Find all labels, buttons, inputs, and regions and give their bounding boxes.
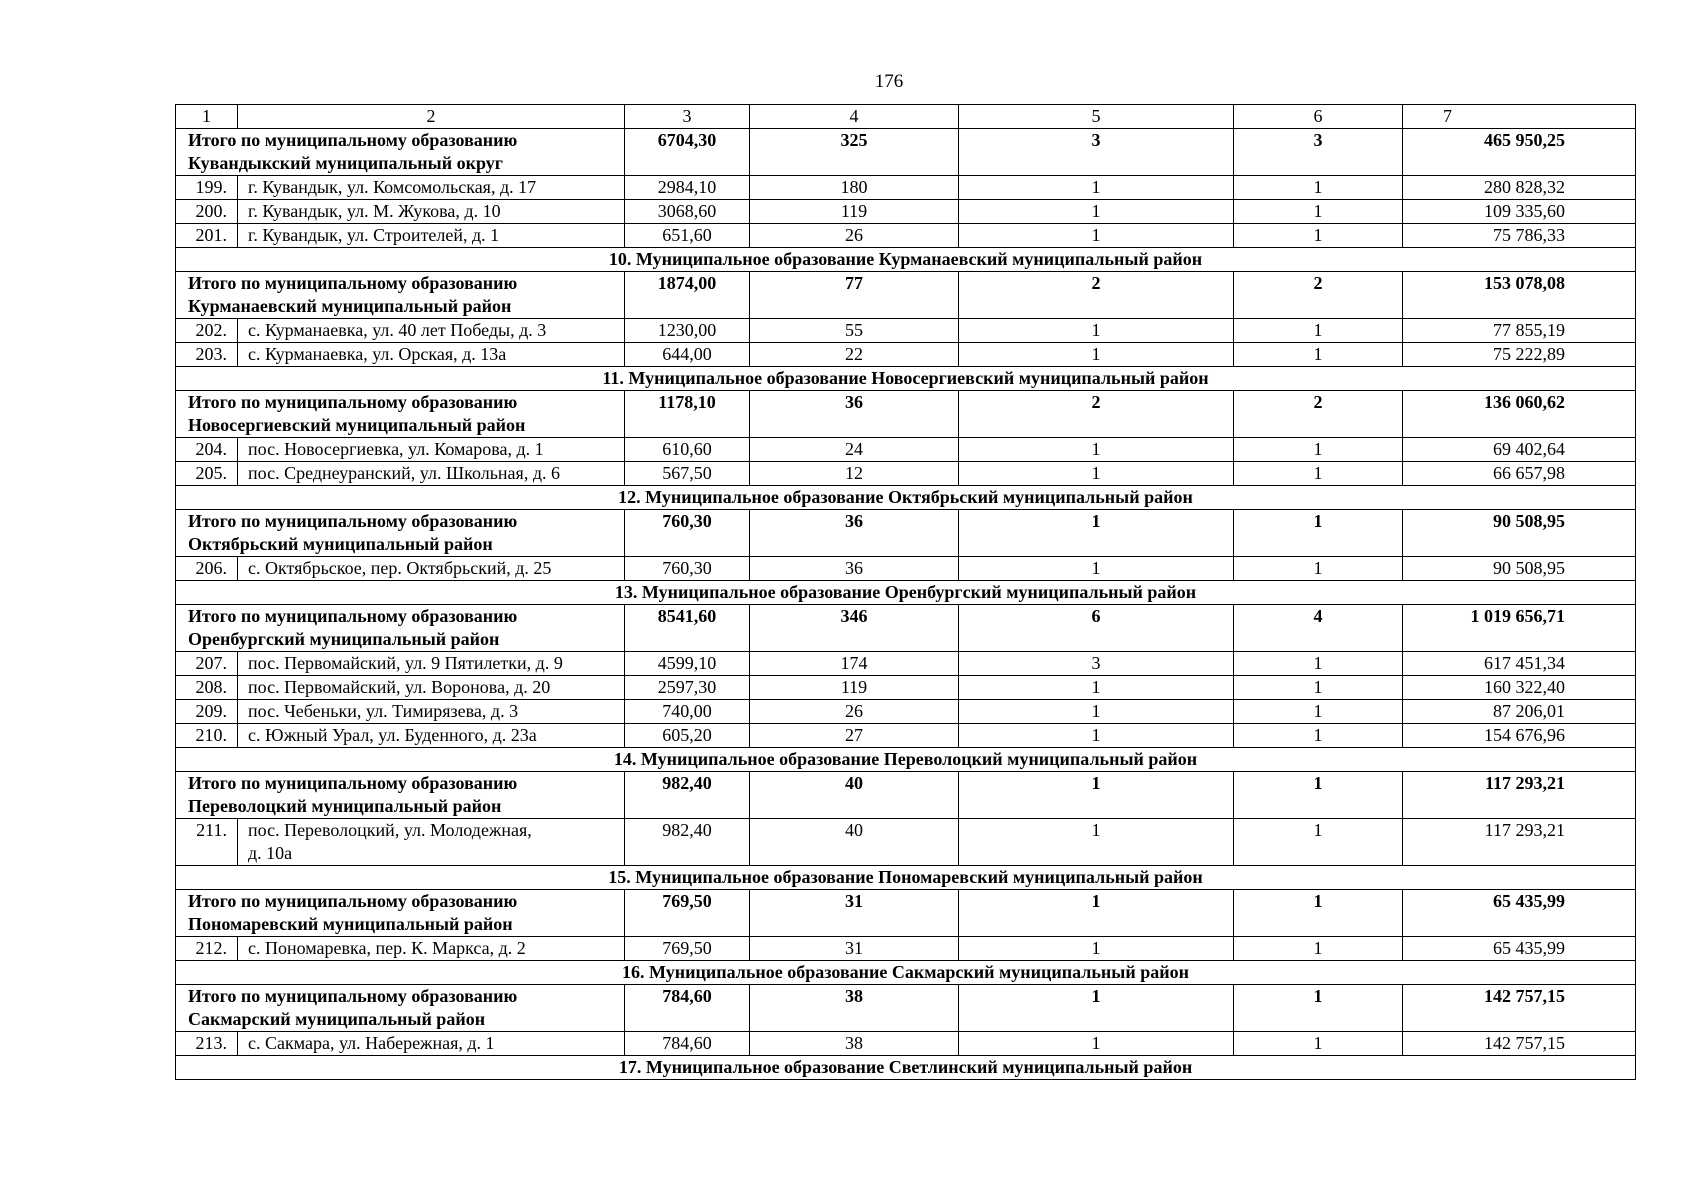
total-amount: 136 060,62 — [1403, 391, 1636, 438]
total-label-line1: Итого по муниципальному образованию — [188, 273, 518, 293]
total-label — [176, 510, 625, 557]
row-address: с. Курманаевка, ул. Орская, д. 13а — [238, 343, 625, 367]
row-c5: 1 — [959, 557, 1234, 581]
row-count: 12 — [750, 462, 959, 486]
total-label-line1: Итого по муниципальному образованию — [188, 773, 518, 793]
total-c6: 1 — [1234, 890, 1403, 937]
row-amount: 77 855,19 — [1403, 319, 1636, 343]
row-c5: 1 — [959, 438, 1234, 462]
row-area: 644,00 — [625, 343, 750, 367]
row-c5: 1 — [959, 176, 1234, 200]
total-area: 760,30 — [625, 510, 750, 557]
row-number: 202. — [176, 319, 238, 343]
header-cell: 5 — [959, 105, 1234, 129]
page-number: 176 — [874, 71, 904, 92]
total-c5: 1 — [959, 510, 1234, 557]
section-title: 16. Муниципальное образование Сакмарский муниципальный район — [176, 961, 1636, 985]
total-amount: 90 508,95 — [1403, 510, 1636, 557]
row-address: с. Курманаевка, ул. 40 лет Победы, д. 3 — [238, 319, 625, 343]
table-row — [176, 462, 1636, 486]
row-number: 205. — [176, 462, 238, 486]
section-row — [176, 581, 1636, 605]
row-c5: 1 — [959, 200, 1234, 224]
header-cell: 7 — [1403, 105, 1636, 129]
row-address: пос. Чебеньки, ул. Тимирязева, д. 3 — [238, 700, 625, 724]
table-row — [176, 343, 1636, 367]
data-table — [175, 104, 1636, 1080]
total-amount: 1 019 656,71 — [1403, 605, 1636, 652]
row-address: пос. Среднеуранский, ул. Школьная, д. 6 — [238, 462, 625, 486]
total-row — [176, 985, 1636, 1032]
total-row — [176, 772, 1636, 819]
total-label — [176, 605, 625, 652]
row-amount: 154 676,96 — [1403, 724, 1636, 748]
section-row — [176, 486, 1636, 510]
row-c6: 1 — [1234, 700, 1403, 724]
row-area: 784,60 — [625, 1032, 750, 1056]
row-number: 206. — [176, 557, 238, 581]
total-row — [176, 391, 1636, 438]
row-count: 26 — [750, 700, 959, 724]
row-count: 27 — [750, 724, 959, 748]
section-title: 13. Муниципальное образование Оренбургский муниципальный район — [176, 581, 1636, 605]
total-label-line1: Итого по муниципальному образованию — [188, 606, 518, 626]
row-address: пос. Первомайский, ул. Воронова, д. 20 — [238, 676, 625, 700]
row-count: 40 — [750, 819, 959, 866]
row-count: 55 — [750, 319, 959, 343]
table-row — [176, 700, 1636, 724]
row-address: г. Кувандык, ул. М. Жукова, д. 10 — [238, 200, 625, 224]
total-count: 77 — [750, 272, 959, 319]
row-address — [238, 819, 625, 866]
row-c6: 1 — [1234, 224, 1403, 248]
total-label — [176, 391, 625, 438]
total-c6: 3 — [1234, 129, 1403, 176]
header-cell: 6 — [1234, 105, 1403, 129]
row-c5: 1 — [959, 224, 1234, 248]
table-row — [176, 438, 1636, 462]
row-amount: 280 828,32 — [1403, 176, 1636, 200]
total-c5: 1 — [959, 985, 1234, 1032]
table-row — [176, 937, 1636, 961]
total-area: 769,50 — [625, 890, 750, 937]
row-area: 760,30 — [625, 557, 750, 581]
row-amount: 87 206,01 — [1403, 700, 1636, 724]
section-row — [176, 748, 1636, 772]
row-number: 201. — [176, 224, 238, 248]
row-c6: 1 — [1234, 319, 1403, 343]
row-address: пос. Новосергиевка, ул. Комарова, д. 1 — [238, 438, 625, 462]
row-c5: 3 — [959, 652, 1234, 676]
row-count: 180 — [750, 176, 959, 200]
row-amount: 75 786,33 — [1403, 224, 1636, 248]
section-title: 15. Муниципальное образование Пономаревский муниципальный район — [176, 866, 1636, 890]
table-row — [176, 652, 1636, 676]
row-amount: 117 293,21 — [1403, 819, 1636, 866]
row-address: г. Кувандык, ул. Строителей, д. 1 — [238, 224, 625, 248]
total-amount: 65 435,99 — [1403, 890, 1636, 937]
total-row — [176, 272, 1636, 319]
row-count: 174 — [750, 652, 959, 676]
row-count: 31 — [750, 937, 959, 961]
total-label-line2: Пономаревский муниципальный район — [188, 914, 513, 934]
row-count: 22 — [750, 343, 959, 367]
total-c6: 4 — [1234, 605, 1403, 652]
total-amount: 465 950,25 — [1403, 129, 1636, 176]
total-count: 36 — [750, 391, 959, 438]
table-row — [176, 319, 1636, 343]
row-c6: 1 — [1234, 676, 1403, 700]
total-amount: 142 757,15 — [1403, 985, 1636, 1032]
total-row — [176, 129, 1636, 176]
row-c6: 1 — [1234, 652, 1403, 676]
row-area: 2984,10 — [625, 176, 750, 200]
row-number: 210. — [176, 724, 238, 748]
total-c6: 2 — [1234, 391, 1403, 438]
table-row — [176, 200, 1636, 224]
total-label-line1: Итого по муниципальному образованию — [188, 130, 518, 150]
total-label-line2: Октябрьский муниципальный район — [188, 534, 493, 554]
total-count: 325 — [750, 129, 959, 176]
total-c5: 2 — [959, 272, 1234, 319]
row-amount: 75 222,89 — [1403, 343, 1636, 367]
row-c6: 1 — [1234, 343, 1403, 367]
total-count: 36 — [750, 510, 959, 557]
total-label-line1: Итого по муниципальному образованию — [188, 392, 518, 412]
row-area: 2597,30 — [625, 676, 750, 700]
row-count: 36 — [750, 557, 959, 581]
row-area: 982,40 — [625, 819, 750, 866]
total-row — [176, 510, 1636, 557]
row-number: 200. — [176, 200, 238, 224]
row-number: 203. — [176, 343, 238, 367]
total-label-line2: Курманаевский муниципальный район — [188, 296, 512, 316]
table-row — [176, 1032, 1636, 1056]
row-c5: 1 — [959, 700, 1234, 724]
row-count: 119 — [750, 200, 959, 224]
total-c6: 2 — [1234, 272, 1403, 319]
row-area: 651,60 — [625, 224, 750, 248]
row-area: 1230,00 — [625, 319, 750, 343]
row-number: 199. — [176, 176, 238, 200]
total-area: 8541,60 — [625, 605, 750, 652]
total-count: 31 — [750, 890, 959, 937]
row-address-line1: пос. Переволоцкий, ул. Молодежная, — [248, 820, 532, 840]
header-cell: 1 — [176, 105, 238, 129]
total-c5: 1 — [959, 890, 1234, 937]
section-title: 14. Муниципальное образование Переволоцкий муниципальный район — [176, 748, 1636, 772]
total-label-line1: Итого по муниципальному образованию — [188, 511, 518, 531]
table-row — [176, 676, 1636, 700]
total-label-line2: Оренбургский муниципальный район — [188, 629, 500, 649]
row-c6: 1 — [1234, 176, 1403, 200]
table-row — [176, 224, 1636, 248]
row-count: 119 — [750, 676, 959, 700]
total-area: 1874,00 — [625, 272, 750, 319]
total-c5: 1 — [959, 772, 1234, 819]
table-row — [176, 819, 1636, 866]
row-area: 567,50 — [625, 462, 750, 486]
row-c6: 1 — [1234, 819, 1403, 866]
total-c5: 2 — [959, 391, 1234, 438]
row-area: 605,20 — [625, 724, 750, 748]
row-number: 213. — [176, 1032, 238, 1056]
row-amount: 65 435,99 — [1403, 937, 1636, 961]
total-amount: 117 293,21 — [1403, 772, 1636, 819]
total-label — [176, 985, 625, 1032]
total-label-line2: Кувандыкский муниципальный округ — [188, 153, 503, 173]
row-c5: 1 — [959, 819, 1234, 866]
row-c5: 1 — [959, 724, 1234, 748]
total-amount: 153 078,08 — [1403, 272, 1636, 319]
table-row — [176, 724, 1636, 748]
total-label-line2: Переволоцкий муниципальный район — [188, 796, 502, 816]
row-c6: 1 — [1234, 724, 1403, 748]
row-count: 38 — [750, 1032, 959, 1056]
row-c6: 1 — [1234, 557, 1403, 581]
column-number-header — [176, 105, 1636, 129]
row-address: с. Южный Урал, ул. Буденного, д. 23а — [238, 724, 625, 748]
row-c5: 1 — [959, 462, 1234, 486]
row-amount: 617 451,34 — [1403, 652, 1636, 676]
total-area: 6704,30 — [625, 129, 750, 176]
row-area: 4599,10 — [625, 652, 750, 676]
row-number: 207. — [176, 652, 238, 676]
section-row — [176, 1056, 1636, 1080]
total-c6: 1 — [1234, 510, 1403, 557]
row-count: 24 — [750, 438, 959, 462]
section-title: 10. Муниципальное образование Курманаевский муниципальный район — [176, 248, 1636, 272]
header-cell: 3 — [625, 105, 750, 129]
row-address: с. Пономаревка, пер. К. Маркса, д. 2 — [238, 937, 625, 961]
row-area: 3068,60 — [625, 200, 750, 224]
row-area: 740,00 — [625, 700, 750, 724]
row-c5: 1 — [959, 343, 1234, 367]
row-c6: 1 — [1234, 438, 1403, 462]
total-area: 1178,10 — [625, 391, 750, 438]
total-area: 784,60 — [625, 985, 750, 1032]
row-c5: 1 — [959, 937, 1234, 961]
row-address-line2: д. 10а — [248, 843, 293, 863]
row-number: 208. — [176, 676, 238, 700]
section-title: 17. Муниципальное образование Светлинский муниципальный район — [176, 1056, 1636, 1080]
row-c6: 1 — [1234, 937, 1403, 961]
row-number: 209. — [176, 700, 238, 724]
row-c6: 1 — [1234, 1032, 1403, 1056]
section-title: 11. Муниципальное образование Новосергиевский муниципальный район — [176, 367, 1636, 391]
total-area: 982,40 — [625, 772, 750, 819]
header-cell: 4 — [750, 105, 959, 129]
row-number: 211. — [176, 819, 238, 866]
section-row — [176, 248, 1636, 272]
row-count: 26 — [750, 224, 959, 248]
total-label-line2: Сакмарский муниципальный район — [188, 1009, 486, 1029]
total-label — [176, 272, 625, 319]
total-label — [176, 772, 625, 819]
row-number: 204. — [176, 438, 238, 462]
row-address: с. Октябрьское, пер. Октябрьский, д. 25 — [238, 557, 625, 581]
total-row — [176, 605, 1636, 652]
total-label-line1: Итого по муниципальному образованию — [188, 986, 518, 1006]
table-row — [176, 557, 1636, 581]
row-area: 610,60 — [625, 438, 750, 462]
row-c5: 1 — [959, 319, 1234, 343]
row-address: г. Кувандык, ул. Комсомольская, д. 17 — [238, 176, 625, 200]
total-count: 346 — [750, 605, 959, 652]
row-amount: 90 508,95 — [1403, 557, 1636, 581]
total-label-line2: Новосергиевский муниципальный район — [188, 415, 526, 435]
total-c5: 6 — [959, 605, 1234, 652]
total-c6: 1 — [1234, 772, 1403, 819]
header-cell: 2 — [238, 105, 625, 129]
total-label-line1: Итого по муниципальному образованию — [188, 891, 518, 911]
row-amount: 160 322,40 — [1403, 676, 1636, 700]
section-title: 12. Муниципальное образование Октябрьский муниципальный район — [176, 486, 1636, 510]
row-number: 212. — [176, 937, 238, 961]
table-row — [176, 176, 1636, 200]
row-address: с. Сакмара, ул. Набережная, д. 1 — [238, 1032, 625, 1056]
row-area: 769,50 — [625, 937, 750, 961]
total-c6: 1 — [1234, 985, 1403, 1032]
row-amount: 66 657,98 — [1403, 462, 1636, 486]
total-c5: 3 — [959, 129, 1234, 176]
row-c5: 1 — [959, 676, 1234, 700]
row-amount: 109 335,60 — [1403, 200, 1636, 224]
section-row — [176, 367, 1636, 391]
row-amount: 142 757,15 — [1403, 1032, 1636, 1056]
total-count: 38 — [750, 985, 959, 1032]
section-row — [176, 961, 1636, 985]
row-c5: 1 — [959, 1032, 1234, 1056]
total-label — [176, 890, 625, 937]
section-row — [176, 866, 1636, 890]
row-c6: 1 — [1234, 462, 1403, 486]
total-count: 40 — [750, 772, 959, 819]
row-amount: 69 402,64 — [1403, 438, 1636, 462]
row-c6: 1 — [1234, 200, 1403, 224]
total-label — [176, 129, 625, 176]
row-address: пос. Первомайский, ул. 9 Пятилетки, д. 9 — [238, 652, 625, 676]
total-row — [176, 890, 1636, 937]
